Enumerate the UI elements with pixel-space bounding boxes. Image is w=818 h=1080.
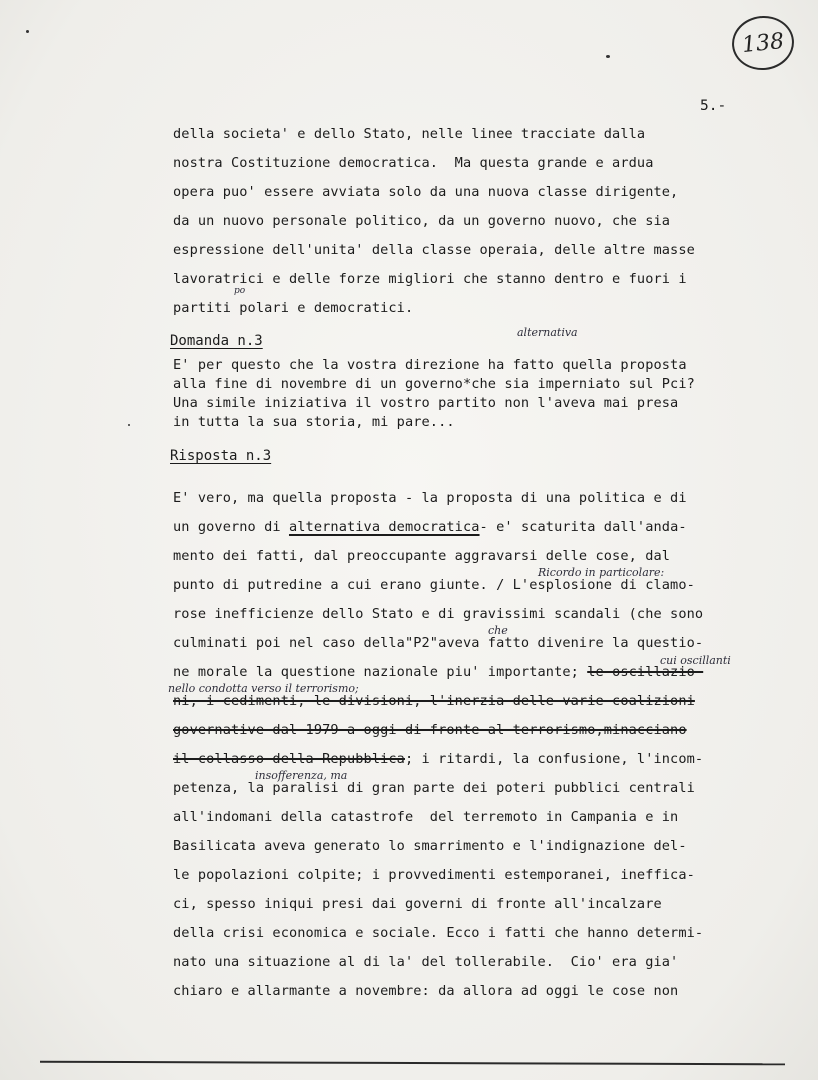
handwritten-note: Ricordo in particolare: bbox=[538, 566, 665, 579]
struck-line: ni, i cedimenti, le divisioni, l'inerzia delle varie coalizioni bbox=[173, 693, 695, 709]
handwritten-insert: po bbox=[234, 286, 246, 296]
text-line: espressione dell'unita' della classe operaia, delle altre masse bbox=[173, 242, 695, 258]
text-line: della societa' e dello Stato, nelle linee tracciate dalla bbox=[173, 126, 646, 142]
answer-heading: Risposta n.3 bbox=[170, 448, 272, 464]
question-line: alla fine di novembre di un governo*che sia imperniato sul Pci? bbox=[173, 376, 695, 392]
scan-speck bbox=[128, 424, 130, 426]
question-line: in tutta la sua storia, mi pare... bbox=[173, 414, 455, 430]
answer-line: nato una situazione al di la' del tollerabile. Cio' era gia' bbox=[173, 954, 679, 970]
answer-line: E' vero, ma quella proposta - la proposta di una politica e di bbox=[173, 490, 687, 506]
struck-text: le oscillazio- bbox=[587, 664, 704, 680]
answer-line: chiaro e allarmante a novembre: da allora ad oggi le cose non bbox=[173, 983, 679, 999]
handwritten-note: cui oscillanti bbox=[660, 654, 731, 667]
struck-text: il collasso della Repubblica bbox=[173, 751, 405, 767]
answer-line: mento dei fatti, dal preoccupante aggravarsi delle cose, dal bbox=[173, 548, 671, 564]
answer-line: ne morale la questione nazionale piu' importante; le oscillazio- bbox=[173, 664, 704, 680]
text-line: partiti polari e democratici. bbox=[173, 300, 414, 316]
text-line: opera puo' essere avviata solo da una nuova classe dirigente, bbox=[173, 184, 679, 200]
scan-speck bbox=[606, 55, 610, 58]
handwritten-annotation: alternativa bbox=[517, 326, 578, 339]
answer-line: culminati poi nel caso della"P2"aveva fatto divenire la questio- bbox=[173, 635, 704, 651]
struck-line: governative dal 1979 a oggi di fronte al terrorismo,minacciano bbox=[173, 722, 687, 738]
answer-line: punto di putredine a cui erano giunte. / L'esplosione di clamo- bbox=[173, 577, 695, 593]
answer-line: le popolazioni colpite; i provvedimenti estemporanei, ineffica- bbox=[173, 867, 695, 883]
text-line: da un nuovo personale politico, da un governo nuovo, che sia bbox=[173, 213, 671, 229]
question-line: Una simile iniziativa il vostro partito non l'aveva mai presa bbox=[173, 395, 679, 411]
page-stamp: 138 bbox=[729, 13, 796, 73]
page-edge-line bbox=[40, 1061, 785, 1066]
handwritten-note: che bbox=[488, 624, 508, 637]
answer-line: all'indomani della catastrofe del terremoto in Campania e in bbox=[173, 809, 679, 825]
answer-line: un governo di alternativa democratica- e' scaturita dall'anda- bbox=[173, 519, 687, 535]
question-heading: Domanda n.3 bbox=[170, 333, 263, 349]
answer-line: rose inefficienze dello Stato e di gravissimi scandali (che sono bbox=[173, 606, 704, 622]
answer-line: Basilicata aveva generato lo smarrimento e l'indignazione del- bbox=[173, 838, 687, 854]
answer-line: della crisi economica e sociale. Ecco i fatti che hanno determi- bbox=[173, 925, 704, 941]
text-line: lavoratrici e delle forze migliori che stanno dentro e fuori i bbox=[173, 271, 687, 287]
text-line: nostra Costituzione democratica. Ma questa grande e ardua bbox=[173, 155, 654, 171]
answer-line: ci, spesso iniqui presi dai governi di fronte all'incalzare bbox=[173, 896, 662, 912]
answer-line: petenza, la paralisi di gran parte dei poteri pubblici centrali bbox=[173, 780, 695, 796]
handwritten-note: nello condotta verso il terrorismo; bbox=[168, 682, 359, 695]
page-number: 5.- bbox=[700, 98, 727, 114]
answer-line: il collasso della Repubblica; i ritardi, la confusione, l'incom- bbox=[173, 751, 704, 767]
underlined-phrase: alternativa democratica bbox=[288, 519, 480, 535]
scan-speck bbox=[26, 30, 29, 33]
question-line: E' per questo che la vostra direzione ha fatto quella proposta bbox=[173, 357, 687, 373]
handwritten-note: insofferenza, ma bbox=[255, 769, 348, 782]
